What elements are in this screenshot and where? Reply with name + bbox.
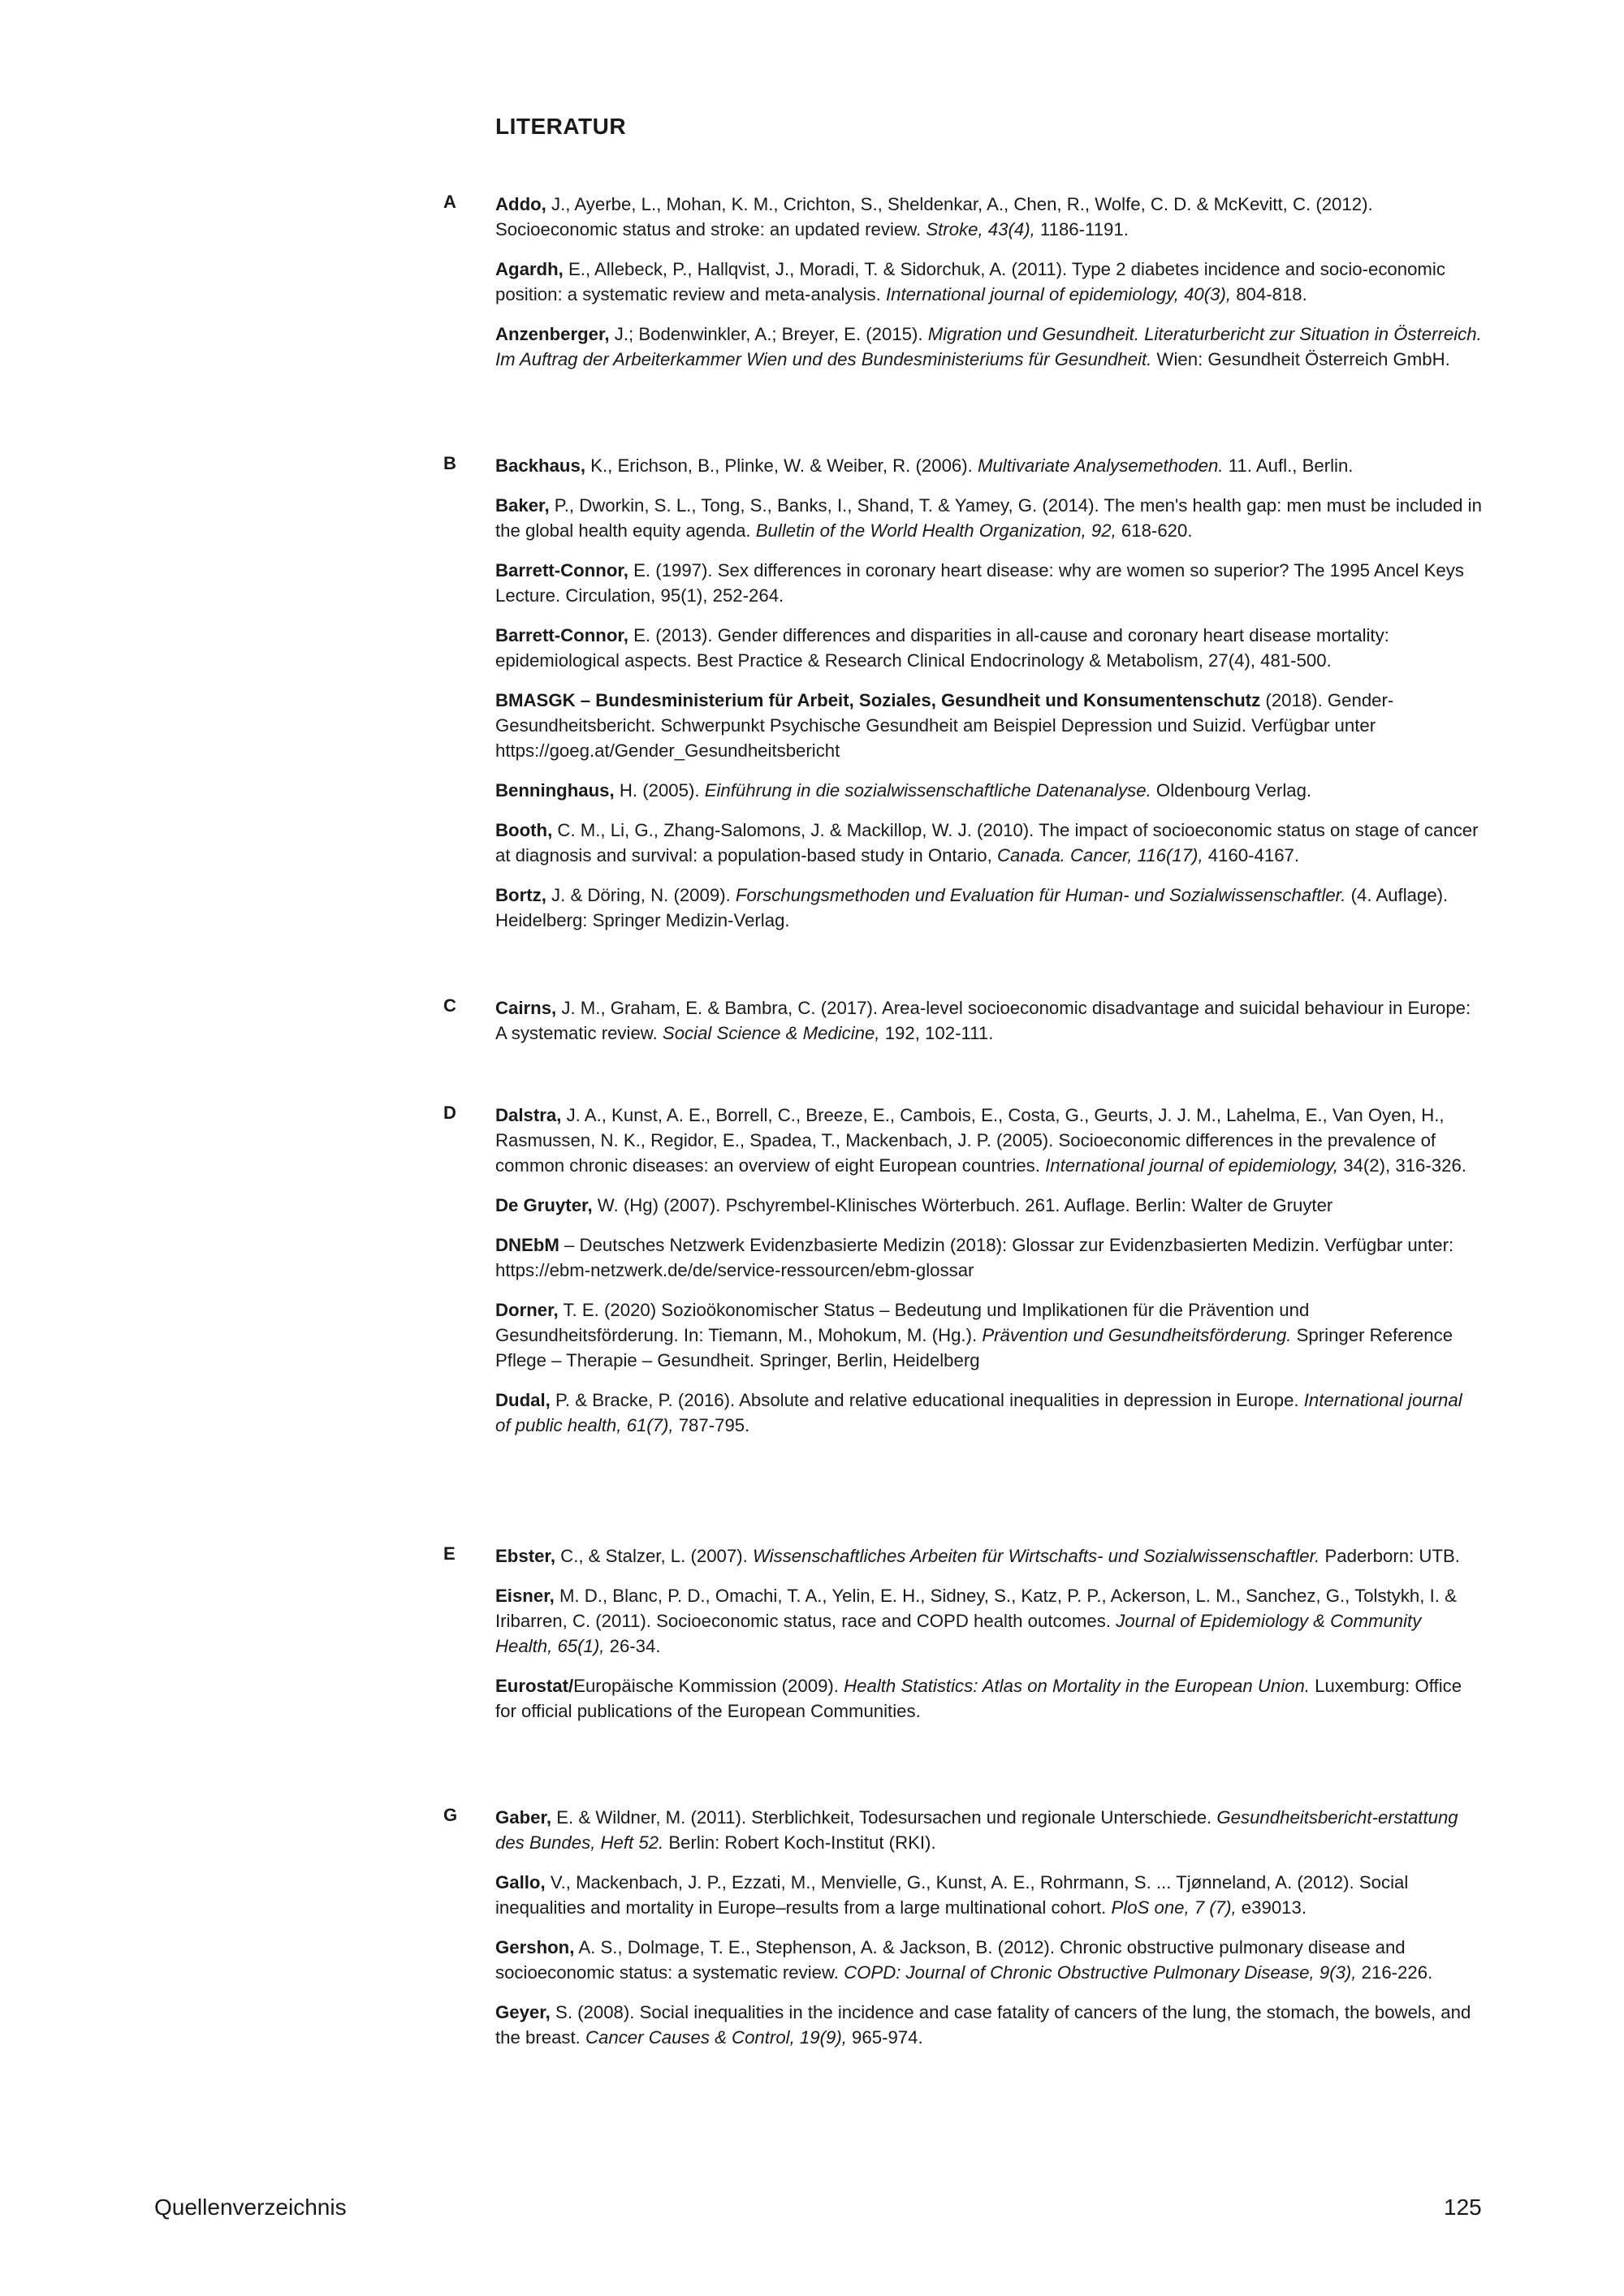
reference-source: Prävention und Gesundheitsförderung.	[982, 1325, 1292, 1345]
reference-pages: (4. Auflage). Heidelberg: Springer Medizin-Verlag.	[495, 885, 1449, 930]
reference-text: – Deutsches Netzwerk Evidenzbasierte Medizin (2018): Glossar zur Evidenzbasierten Medizin. Verfügbar unter: https://ebm-netzwerk.de/de/service-ressourcen/ebm-glossar	[495, 1235, 1454, 1280]
reference-author: Backhaus,	[495, 455, 585, 476]
reference-pages: 804-818.	[1231, 284, 1307, 304]
reference-text: M. D., Blanc, P. D., Omachi, T. A., Yelin, E. H., Sidney, S., Katz, P. P., Ackerson, L. M., Sanchez, G., Tolstykh, I. & Iribarren, C. (2011). Socioeconomic status, race and COPD health outcomes.	[495, 1586, 1457, 1631]
reference-entry	[495, 493, 1482, 543]
reference-author: BMASGK – Bundesministerium für Arbeit, Soziales, Gesundheit und Konsumentenschutz	[495, 690, 1261, 710]
reference-text: T. E. (2020) Sozioökonomischer Status – Bedeutung und Implikationen für die Prävention und Gesundheitsförderung. In: Tiemann, M., Mohokum, M. (Hg.).	[495, 1300, 1310, 1345]
reference-text: C. M., Li, G., Zhang-Salomons, J. & Mackillop, W. J. (2010). The impact of socioeconomic status on stage of cancer at diagnosis and survival: a population-based study in Ontario,	[495, 820, 1479, 865]
reference-author: Anzenberger,	[495, 324, 610, 344]
reference-text: P., Dworkin, S. L., Tong, S., Banks, I., Shand, T. & Yamey, G. (2014). The men's health gap: men must be included in the global health equity agenda.	[495, 495, 1482, 541]
reference-pages: e39013.	[1236, 1897, 1307, 1918]
reference-author: Bortz,	[495, 885, 546, 905]
reference-pages: 216-226.	[1356, 1962, 1433, 1983]
reference-source: Forschungsmethoden und Evaluation für Human- und Sozialwissenschaftler.	[735, 885, 1346, 905]
reference-list	[495, 453, 1482, 947]
reference-list	[495, 192, 1482, 386]
reference-author: Dudal,	[495, 1390, 551, 1410]
reference-pages: 965-974.	[846, 2027, 923, 2048]
reference-pages: Paderborn: UTB.	[1320, 1546, 1460, 1566]
reference-source: Health Statistics: Atlas on Mortality in the European Union.	[844, 1676, 1311, 1696]
reference-author: Gaber,	[495, 1807, 552, 1828]
reference-source: Einführung in die sozialwissenschaftliche Datenanalyse.	[704, 780, 1151, 801]
reference-entry	[495, 2000, 1482, 2050]
section-letter: E	[443, 1543, 456, 1564]
reference-pages: 26-34.	[604, 1636, 661, 1656]
reference-text: J. M., Graham, E. & Bambra, C. (2017). Area-level socioeconomic disadvantage and suicidal behaviour in Europe: A systematic review.	[495, 998, 1471, 1043]
reference-author: DNEbM	[495, 1235, 559, 1255]
reference-pages: Wien: Gesundheit Österreich GmbH.	[1151, 349, 1450, 369]
reference-pages: 34(2), 316-326.	[1338, 1155, 1466, 1176]
reference-text: V., Mackenbach, J. P., Ezzati, M., Menvielle, G., Kunst, A. E., Rohrmann, S. ... Tjønneland, A. (2012). Social inequalities and mortality in Europe–results from a large multinational cohort.	[495, 1872, 1409, 1918]
reference-source: Social Science & Medicine,	[662, 1023, 880, 1043]
reference-text: (2018). Gender-Gesundheitsbericht. Schwerpunkt Psychische Gesundheit am Beispiel Depression und Suizid. Verfügbar unter https://goeg.at/Gender_Gesundheitsbericht	[495, 690, 1394, 761]
section-letter: A	[443, 192, 456, 212]
reference-author: Ebster,	[495, 1546, 555, 1566]
reference-entry	[495, 995, 1482, 1046]
reference-text: E. & Wildner, M. (2011). Sterblichkeit, Todesursachen und regionale Unterschiede.	[551, 1807, 1217, 1828]
reference-source: Wissenschaftliches Arbeiten für Wirtschafts- und Sozialwissenschaftler.	[752, 1546, 1320, 1566]
section-letter: B	[443, 453, 456, 473]
reference-source: International journal of epidemiology,	[1045, 1155, 1339, 1176]
reference-author: Gershon,	[495, 1937, 575, 1957]
reference-entry	[495, 1193, 1482, 1218]
reference-entry	[495, 623, 1482, 673]
reference-list	[495, 1103, 1482, 1452]
reference-entry	[495, 322, 1482, 372]
reference-pages: 192, 102-111.	[879, 1023, 994, 1043]
reference-entry	[495, 257, 1482, 307]
reference-entry	[495, 818, 1482, 868]
reference-text: P. & Bracke, P. (2016). Absolute and relative educational inequalities in depression in Europe.	[550, 1390, 1304, 1410]
reference-text: E. (1997). Sex differences in coronary heart disease: why are women so superior? The 1995 Ancel Keys Lecture. Circulation, 95(1), 252-264.	[495, 560, 1464, 606]
reference-entry	[495, 192, 1482, 242]
reference-entry	[495, 1388, 1482, 1438]
reference-author: Barrett-Connor,	[495, 625, 628, 645]
reference-pages: 1186-1191.	[1034, 219, 1129, 240]
reference-text: C., & Stalzer, L. (2007).	[555, 1546, 753, 1566]
reference-source: International journal of public health, 61(7),	[495, 1390, 1462, 1435]
reference-list	[495, 995, 1482, 1060]
reference-entry	[495, 1673, 1482, 1724]
reference-author: Barrett-Connor,	[495, 560, 628, 580]
reference-text: J.; Bodenwinkler, A.; Breyer, E. (2015).	[609, 324, 928, 344]
reference-entry	[495, 1103, 1482, 1178]
reference-author: Addo,	[495, 194, 546, 214]
reference-source: COPD: Journal of Chronic Obstructive Pulmonary Disease, 9(3),	[844, 1962, 1357, 1983]
reference-entry	[495, 1583, 1482, 1659]
reference-pages: 4160-4167.	[1203, 845, 1300, 865]
reference-source: Gesundheitsbericht-erstattung des Bundes, Heft 52.	[495, 1807, 1458, 1853]
reference-text: J., Ayerbe, L., Mohan, K. M., Crichton, S., Sheldenkar, A., Chen, R., Wolfe, C. D. & McKevitt, C. (2012). Socioeconomic status and stroke: an updated review.	[495, 194, 1373, 240]
reference-pages: 787-795.	[673, 1415, 750, 1435]
section-letter: G	[443, 1805, 458, 1825]
reference-pages: Oldenbourg Verlag.	[1151, 780, 1312, 801]
reference-source: Multivariate Analysemethoden.	[977, 455, 1224, 476]
reference-pages: Springer Reference Pflege – Therapie – Gesundheit. Springer, Berlin, Heidelberg	[495, 1325, 1453, 1370]
reference-pages: Berlin: Robert Koch-Institut (RKI).	[663, 1832, 936, 1853]
reference-text: E. (2013). Gender differences and disparities in all-cause and coronary heart disease mortality: epidemiological aspects. Best Practice & Research Clinical Endocrinology & Metabolism, 27(4), 481-500.	[495, 625, 1389, 671]
reference-text: E., Allebeck, P., Hallqvist, J., Moradi, T. & Sidorchuk, A. (2011). Type 2 diabetes incidence and socio-economic position: a systematic review and meta-analysis.	[495, 259, 1445, 304]
reference-entry	[495, 1232, 1482, 1283]
reference-source: International journal of epidemiology, 40(3),	[885, 284, 1232, 304]
reference-source: PloS one, 7 (7),	[1111, 1897, 1237, 1918]
reference-entry	[495, 1935, 1482, 1985]
reference-author: Benninghaus,	[495, 780, 615, 801]
reference-text: J. A., Kunst, A. E., Borrell, C., Breeze, E., Cambois, E., Costa, G., Geurts, J. J. M., Lahelma, E., Van Oyen, H., Rasmussen, N. K., Regidor, E., Spadea, T., Mackenbach, J. P. (2005). Socioeconomic differences in the prevalence of common chronic diseases: an overview of eight European countries.	[495, 1105, 1445, 1176]
reference-text: K., Erichson, B., Plinke, W. & Weiber, R. (2006).	[585, 455, 978, 476]
page-title: LITERATUR	[495, 114, 627, 139]
reference-text: Europäische Kommission (2009).	[573, 1676, 844, 1696]
footer-section-title: Quellenverzeichnis	[154, 2195, 347, 2220]
reference-author: De Gruyter,	[495, 1195, 593, 1215]
reference-author: Dorner,	[495, 1300, 559, 1320]
reference-source: Stroke, 43(4),	[926, 219, 1035, 240]
reference-text: H. (2005).	[614, 780, 705, 801]
section-letter: D	[443, 1103, 456, 1123]
reference-pages: 618-620.	[1116, 520, 1193, 541]
reference-text: W. (Hg) (2007). Pschyrembel-Klinisches Wörterbuch. 261. Auflage. Berlin: Walter de Gruyter	[592, 1195, 1333, 1215]
reference-source: Journal of Epidemiology & Community Health, 65(1),	[495, 1611, 1422, 1656]
reference-entry	[495, 1805, 1482, 1855]
reference-author: Geyer,	[495, 2002, 551, 2022]
reference-list	[495, 1543, 1482, 1738]
reference-entry	[495, 688, 1482, 763]
reference-author: Agardh,	[495, 259, 564, 279]
section-letter: C	[443, 995, 456, 1016]
page-number: 125	[1444, 2195, 1482, 2220]
reference-pages: 11. Aufl., Berlin.	[1223, 455, 1354, 476]
reference-entry	[495, 883, 1482, 933]
reference-list	[495, 1805, 1482, 2065]
reference-text: J. & Döring, N. (2009).	[546, 885, 736, 905]
reference-author: Eurostat/	[495, 1676, 574, 1696]
reference-text: A. S., Dolmage, T. E., Stephenson, A. & Jackson, B. (2012). Chronic obstructive pulmonary disease and socioeconomic status: a systematic review.	[495, 1937, 1406, 1983]
reference-entry	[495, 1297, 1482, 1373]
reference-source: Migration und Gesundheit. Literaturbericht zur Situation in Österreich. Im Auftrag der Arbeiterkammer Wien und des Bundesministeriums für Gesundheit.	[495, 324, 1482, 369]
reference-author: Baker,	[495, 495, 550, 516]
reference-entry	[495, 558, 1482, 608]
reference-author: Dalstra,	[495, 1105, 562, 1125]
reference-entry	[495, 1870, 1482, 1920]
reference-author: Cairns,	[495, 998, 557, 1018]
reference-author: Gallo,	[495, 1872, 546, 1892]
reference-entry	[495, 453, 1482, 478]
reference-source: Canada. Cancer, 116(17),	[996, 845, 1203, 865]
reference-source: Cancer Causes & Control, 19(9),	[585, 2027, 847, 2048]
reference-text: S. (2008). Social inequalities in the incidence and case fatality of cancers of the lung, the stomach, the bowels, and the breast.	[495, 2002, 1471, 2048]
reference-author: Eisner,	[495, 1586, 555, 1606]
reference-entry	[495, 1543, 1482, 1569]
reference-entry	[495, 778, 1482, 803]
reference-source: Bulletin of the World Health Organization, 92,	[755, 520, 1116, 541]
reference-author: Booth,	[495, 820, 553, 840]
reference-pages: Luxemburg: Office for official publications of the European Communities.	[495, 1676, 1462, 1721]
